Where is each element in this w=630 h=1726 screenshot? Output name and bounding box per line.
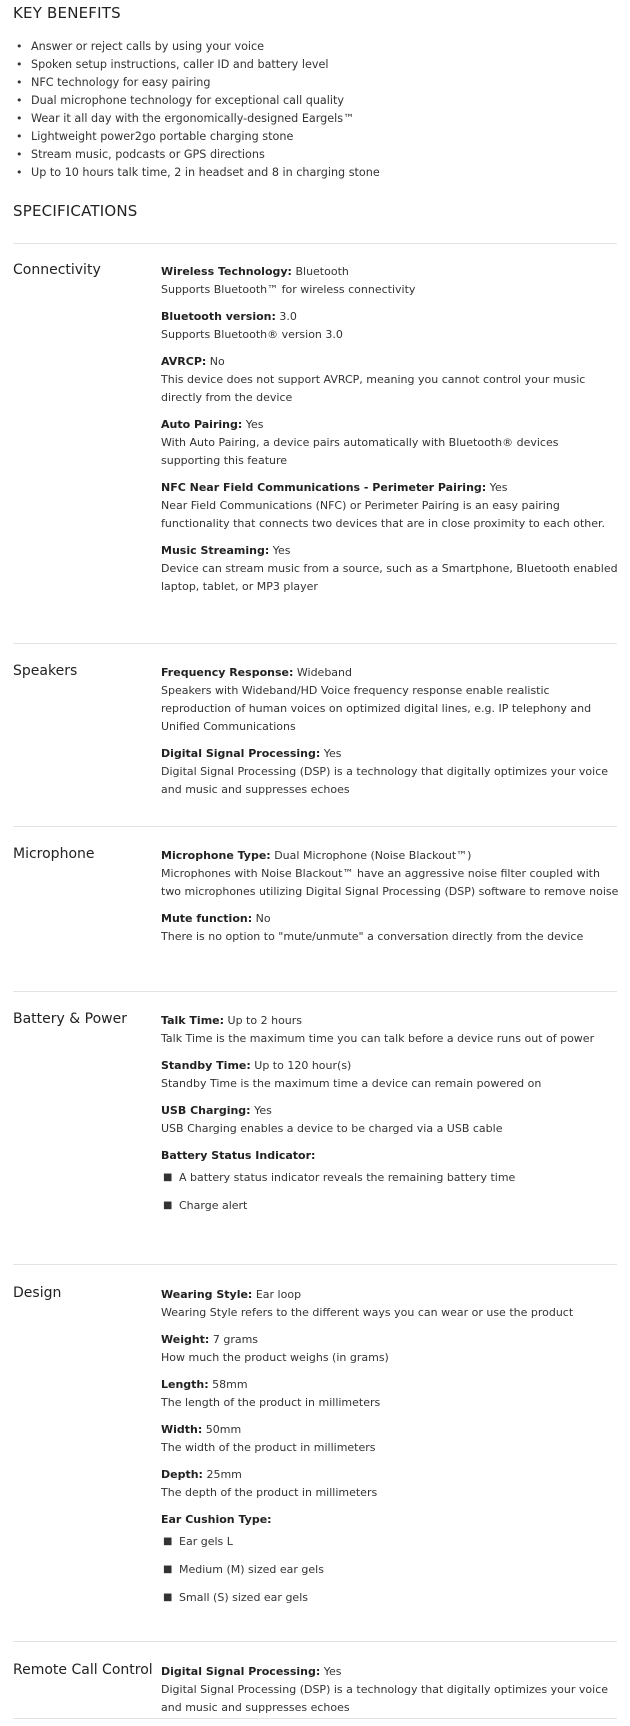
spec-label: Length: (161, 1378, 209, 1391)
spec-sublist-text: Small (S) sized ear gels (179, 1591, 308, 1604)
spec-value: No (252, 912, 271, 925)
spec-item (161, 1511, 621, 1607)
spec-label: Talk Time: (161, 1014, 225, 1027)
spec-description: Near Field Communications (NFC) or Perimeter Pairing is an easy pairing functionality that connects two devices that are in close proximity to each other. (161, 499, 606, 530)
spec-column (161, 1012, 621, 1225)
spec-heading (161, 1286, 621, 1304)
spec-value: No (206, 355, 225, 368)
spec-sublist (161, 1533, 621, 1607)
spec-heading (161, 263, 621, 281)
spec-item (161, 416, 621, 470)
spec-description: Talk Time is the maximum time you can talk before a device runs out of power (161, 1032, 595, 1045)
bullet-icon: • (16, 76, 23, 89)
spec-value: 3.0 (275, 310, 297, 323)
spec-label: Music Streaming: (161, 544, 270, 557)
spec-heading (161, 1421, 621, 1439)
spec-sublist-text: Ear gels L (179, 1535, 233, 1548)
spec-item (161, 910, 621, 946)
spec-heading (161, 308, 621, 326)
benefit-item (13, 164, 380, 182)
benefit-text: Dual microphone technology for exceptional call quality (31, 94, 345, 107)
bullet-icon: • (16, 112, 23, 125)
benefit-text: Stream music, podcasts or GPS directions (31, 148, 265, 161)
spec-heading (161, 1466, 621, 1484)
spec-item (161, 1331, 621, 1367)
spec-heading (161, 1376, 621, 1394)
section-divider (13, 1641, 617, 1642)
section-title: Connectivity (13, 262, 101, 278)
benefit-item (13, 74, 380, 92)
spec-column (161, 664, 621, 808)
benefit-item (13, 38, 380, 56)
benefit-text: Spoken setup instructions, caller ID and battery level (31, 58, 329, 71)
spec-heading (161, 1102, 621, 1120)
section-divider (13, 826, 617, 827)
spec-description: The length of the product in millimeters (161, 1396, 381, 1409)
spec-label: Battery Status Indicator: (161, 1149, 316, 1162)
section-divider (13, 991, 617, 992)
spec-label: Digital Signal Processing: (161, 747, 321, 760)
bullet-icon: • (16, 148, 23, 161)
spec-sublist-text: Medium (M) sized ear gels (179, 1563, 324, 1576)
spec-value: 25mm (202, 1468, 242, 1481)
bullet-icon: ■ (163, 1592, 173, 1603)
spec-description: Speakers with Wideband/HD Voice frequency response enable realistic reproduction of human voices on optimized digital lines, e.g. IP telephony and Unified Communications (161, 684, 592, 733)
spec-label: Depth: (161, 1468, 203, 1481)
spec-value: Up to 2 hours (224, 1014, 303, 1027)
spec-item (161, 745, 621, 799)
benefit-item (13, 146, 380, 164)
section-title: Design (13, 1285, 62, 1301)
spec-item (161, 1147, 621, 1215)
benefit-text: Answer or reject calls by using your voice (31, 40, 265, 53)
spec-sublist-item (161, 1197, 621, 1215)
spec-description: Wearing Style refers to the different ways you can wear or use the product (161, 1306, 574, 1319)
benefit-text: NFC technology for easy pairing (31, 76, 211, 89)
spec-item (161, 353, 621, 407)
benefit-text: Up to 10 hours talk time, 2 in headset and 8 in charging stone (31, 166, 380, 179)
spec-column (161, 847, 621, 955)
spec-heading (161, 910, 621, 928)
spec-sublist-item (161, 1169, 621, 1187)
spec-heading (161, 847, 621, 865)
benefit-text: Lightweight power2go portable charging stone (31, 130, 294, 143)
benefit-text: Wear it all day with the ergonomically-designed Eargels™ (31, 112, 355, 125)
bullet-icon: • (16, 94, 23, 107)
key-benefits-list (13, 38, 380, 182)
spec-column (161, 263, 621, 605)
bullet-icon: ■ (163, 1564, 173, 1575)
section-divider (13, 1264, 617, 1265)
spec-description: Digital Signal Processing (DSP) is a technology that digitally optimizes your voice and music and suppresses echoes (161, 765, 609, 796)
section-title: Microphone (13, 846, 95, 862)
spec-description: With Auto Pairing, a device pairs automatically with Bluetooth® devices supporting this feature (161, 436, 559, 467)
spec-sublist-text: Charge alert (179, 1199, 248, 1212)
spec-item (161, 1376, 621, 1412)
section-divider (13, 643, 617, 644)
spec-description: The width of the product in millimeters (161, 1441, 376, 1454)
spec-item (161, 847, 621, 901)
spec-heading (161, 745, 621, 763)
spec-value: Yes (250, 1104, 272, 1117)
spec-description: Microphones with Noise Blackout™ have an aggressive noise filter coupled with two microphones utilizing Digital Signal Processing (DSP) software to remove noise (161, 867, 619, 898)
spec-value: Up to 120 hour(s) (250, 1059, 352, 1072)
spec-description: This device does not support AVRCP, meaning you cannot control your music directly from the device (161, 373, 586, 404)
spec-label: AVRCP: (161, 355, 207, 368)
spec-column (161, 1663, 621, 1726)
spec-item (161, 308, 621, 344)
spec-item (161, 542, 621, 596)
benefit-item (13, 56, 380, 74)
spec-label: Microphone Type: (161, 849, 271, 862)
spec-value: Wideband (293, 666, 352, 679)
specifications-heading: SPECIFICATIONS (13, 202, 138, 220)
spec-sublist (161, 1169, 621, 1215)
spec-value: Dual Microphone (Noise Blackout™) (270, 849, 472, 862)
spec-value: Yes (242, 418, 264, 431)
spec-value: 50mm (202, 1423, 242, 1436)
spec-heading (161, 1147, 621, 1165)
spec-sublist-item (161, 1533, 621, 1551)
spec-value: 7 grams (209, 1333, 259, 1346)
spec-heading (161, 664, 621, 682)
bullet-icon: ■ (163, 1200, 173, 1211)
spec-label: Width: (161, 1423, 203, 1436)
spec-value: 58mm (208, 1378, 248, 1391)
spec-label: Standby Time: (161, 1059, 251, 1072)
spec-heading (161, 542, 621, 560)
bullet-icon: ■ (163, 1536, 173, 1547)
benefit-item (13, 128, 380, 146)
spec-item (161, 1012, 621, 1048)
section-title: Speakers (13, 663, 78, 679)
spec-label: Wearing Style: (161, 1288, 253, 1301)
spec-item (161, 1663, 621, 1717)
spec-item (161, 1057, 621, 1093)
spec-label: NFC Near Field Communications - Perimeter Pairing: (161, 481, 487, 494)
spec-heading (161, 353, 621, 371)
bullet-icon: • (16, 58, 23, 71)
spec-sublist-text: A battery status indicator reveals the remaining battery time (179, 1171, 516, 1184)
benefit-item (13, 92, 380, 110)
key-benefits-heading: KEY BENEFITS (13, 4, 121, 22)
spec-heading (161, 416, 621, 434)
spec-description: There is no option to "mute/unmute" a conversation directly from the device (161, 930, 584, 943)
spec-label: Wireless Technology: (161, 265, 292, 278)
section-title: Battery & Power (13, 1011, 127, 1027)
spec-heading (161, 1012, 621, 1030)
spec-value: Yes (320, 1665, 342, 1678)
section-title: Remote Call Control (13, 1662, 153, 1678)
bullet-icon: • (16, 40, 23, 53)
spec-description: How much the product weighs (in grams) (161, 1351, 389, 1364)
spec-item (161, 664, 621, 736)
spec-value: Yes (320, 747, 342, 760)
spec-label: Weight: (161, 1333, 210, 1346)
section-divider (13, 243, 617, 244)
spec-description: Supports Bluetooth® version 3.0 (161, 328, 343, 341)
spec-item (161, 1286, 621, 1322)
spec-item (161, 1421, 621, 1457)
spec-value: Yes (269, 544, 291, 557)
spec-label: Digital Signal Processing: (161, 1665, 321, 1678)
spec-heading (161, 1331, 621, 1349)
spec-label: Bluetooth version: (161, 310, 276, 323)
spec-label: USB Charging: (161, 1104, 251, 1117)
spec-sublist-item (161, 1589, 621, 1607)
spec-item (161, 479, 621, 533)
spec-value: Yes (486, 481, 508, 494)
spec-sublist-item (161, 1561, 621, 1579)
spec-heading (161, 1511, 621, 1529)
spec-item (161, 263, 621, 299)
spec-value: Ear loop (252, 1288, 302, 1301)
spec-description: Standby Time is the maximum time a device can remain powered on (161, 1077, 542, 1090)
spec-description: The depth of the product in millimeters (161, 1486, 378, 1499)
spec-description: Digital Signal Processing (DSP) is a technology that digitally optimizes your voice and music and suppresses echoes (161, 1683, 609, 1714)
spec-heading (161, 1057, 621, 1075)
spec-description: Supports Bluetooth™ for wireless connectivity (161, 283, 416, 296)
spec-item (161, 1466, 621, 1502)
spec-label: Auto Pairing: (161, 418, 243, 431)
spec-description: Device can stream music from a source, such as a Smartphone, Bluetooth enabled laptop, tablet, or MP3 player (161, 562, 618, 593)
spec-description: USB Charging enables a device to be charged via a USB cable (161, 1122, 503, 1135)
bullet-icon: • (16, 130, 23, 143)
spec-heading (161, 479, 621, 497)
spec-label: Ear Cushion Type: (161, 1513, 272, 1526)
benefit-item (13, 110, 380, 128)
spec-column (161, 1286, 621, 1617)
bullet-icon: ■ (163, 1172, 173, 1183)
spec-label: Frequency Response: (161, 666, 294, 679)
spec-value: Bluetooth (291, 265, 349, 278)
bullet-icon: • (16, 166, 23, 179)
spec-heading (161, 1663, 621, 1681)
spec-item (161, 1102, 621, 1138)
spec-label: Mute function: (161, 912, 253, 925)
